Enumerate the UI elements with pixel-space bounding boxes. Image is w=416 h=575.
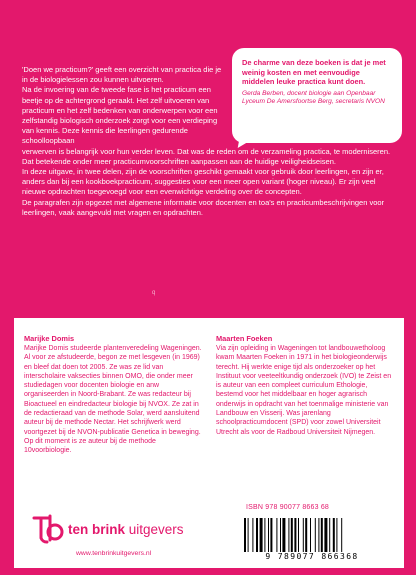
- stray-mark: q: [152, 290, 156, 296]
- blurb-paragraph-4: De paragrafen zijn opgezet met algemene informatie voor docenten en toa's en practicumbeschrijvingen voor leerlingen, vaak aangevuld met vragen en opdrachten.: [22, 197, 385, 217]
- barcode-bar: [280, 518, 281, 552]
- publisher-logo-icon: [30, 514, 64, 544]
- author-bio-text: Via zijn opleiding in Wageningen tot landbouwetholoog kwam Maarten Foeken in 1971 in het biologieonderwijs terecht. Hij werkte enige tijd als onderzoeker op het Instituut voor veeteeltkundig onderzoek (IVO) te Zeist en is auteur van een compleet curriculum Ethologie, bestemd voor het middelbaar en hoger agrarisch onderwijs in opdracht van het toenmalige ministerie van Landbouw en Visserij. Was jarenlang schoolpracticumdocent (SPD) voor zowel Universiteit Utrecht als voor de Radboud Universiteit Nijmegen.: [216, 345, 392, 436]
- blurb-paragraph-2a: Na de invoering van de tweede fase is het practicum een beetje op de achtergrond geraakt. Het zelf uitvoeren van practicum en het zelf bedenken van onderwerpen voor een zelfstandig biologisch onderzoek zorgt voor een verdieping van kennis. Deze kennis die leerlingen gedurende schoolloopbaan: [22, 85, 218, 146]
- publisher-website: www.tenbrinkuitgevers.nl: [76, 550, 152, 557]
- quote-text: De charme van deze boeken is dat je met weinig kosten en met eenvoudige middelen leuke practica kunt doen.: [242, 58, 386, 87]
- barcode-bar: [333, 518, 335, 552]
- barcode-bar: [329, 518, 330, 552]
- barcode-bars: [238, 516, 386, 552]
- barcode-bar: [341, 518, 342, 552]
- author-name: Maarten Foeken: [216, 334, 273, 343]
- barcode-bar: [268, 518, 269, 552]
- barcode-bar: [315, 518, 316, 552]
- blurb: [22, 65, 400, 218]
- barcode-bar: [318, 518, 319, 552]
- barcode-bar: [310, 518, 311, 552]
- barcode-bar: [260, 518, 263, 552]
- publisher-logo: [30, 514, 184, 544]
- barcode-bar: [248, 518, 249, 552]
- barcode-bar: [276, 518, 277, 552]
- quote-author: Gerda Berben, docent biologie aan Openbaar Lyceum De Amersfoortse Berg, secretaris NVON: [242, 89, 385, 106]
- isbn-label: ISBN 978 90077 8663 68: [246, 504, 330, 511]
- barcode-bar: [303, 518, 304, 552]
- barcode-bar: [291, 518, 293, 552]
- barcode-bar: [256, 518, 258, 552]
- barcode: [238, 516, 386, 560]
- author-name: Marijke Domis: [24, 334, 75, 343]
- author-bio-domis: [24, 334, 202, 456]
- barcode-bar: [298, 518, 299, 552]
- barcode-bar: [305, 518, 307, 552]
- barcode-bar: [288, 518, 289, 552]
- blurb-paragraph-3: In deze uitgave, in twee delen, zijn de voorschriften geschikt gemaakt voor gebruik door leerlingen, en zijn er, anders dan bij een kookboekpracticum, suggesties voor een meer open variant (hoger niveau). Er zijn veel nieuwe opdrachten toegevoegd voor een evenwichtige verdeling over de concepten.: [22, 167, 384, 197]
- barcode-bar: [294, 518, 296, 552]
- publisher-name: ten brink uitgevers: [68, 521, 184, 537]
- author-panel: [14, 318, 404, 568]
- barcode-bar: [336, 518, 337, 552]
- author-bio-text: Marijke Domis studeerde plantenveredeling Wageningen. Al voor ze afstudeerde, begon ze met lesgeven (in 1969) en bleef dat doen tot 2005. Ze was ze lid van interscholaire vaksecties binnen OMO, die onder meer studiedagen voor docenten biologie en anw organiseerden in Noord-Brabant. Ze was redacteur bij Bioactueel en eindredacteur biologie bij NVOX. Ze zat in de redactieraad van de methode Solar, werd aansluitend auteur bij de methode Nectar. Het schrijfwerk werd voortgezet bij de NVON-publicatie Genetica in beweging. Op dit moment is ze auteur bij de methode 10voorbiologie.: [24, 345, 202, 455]
- barcode-bar: [264, 518, 265, 552]
- blurb-paragraph-2b: verwerven is belangrijk voor hun verder leven. Dat was de reden om de verzameling practica, te moderniseren. Dat betekende onder meer practicumvoorschriften aanpassen aan de huidige veiligheidseisen.: [22, 146, 391, 166]
- barcode-bar: [282, 518, 285, 552]
- barcode-bar: [270, 518, 272, 552]
- author-bio-foeken: [216, 334, 394, 437]
- barcode-bar: [324, 518, 327, 552]
- barcode-bar: [321, 518, 323, 552]
- barcode-digits: 9 789077 866368: [238, 552, 386, 561]
- barcode-bar: [244, 518, 246, 552]
- barcode-bar: [252, 518, 253, 552]
- blurb-paragraph-1: 'Doen we practicum?' geeft een overzicht van practica die je in de biologielessen zou kunnen uitvoeren.: [22, 65, 222, 85]
